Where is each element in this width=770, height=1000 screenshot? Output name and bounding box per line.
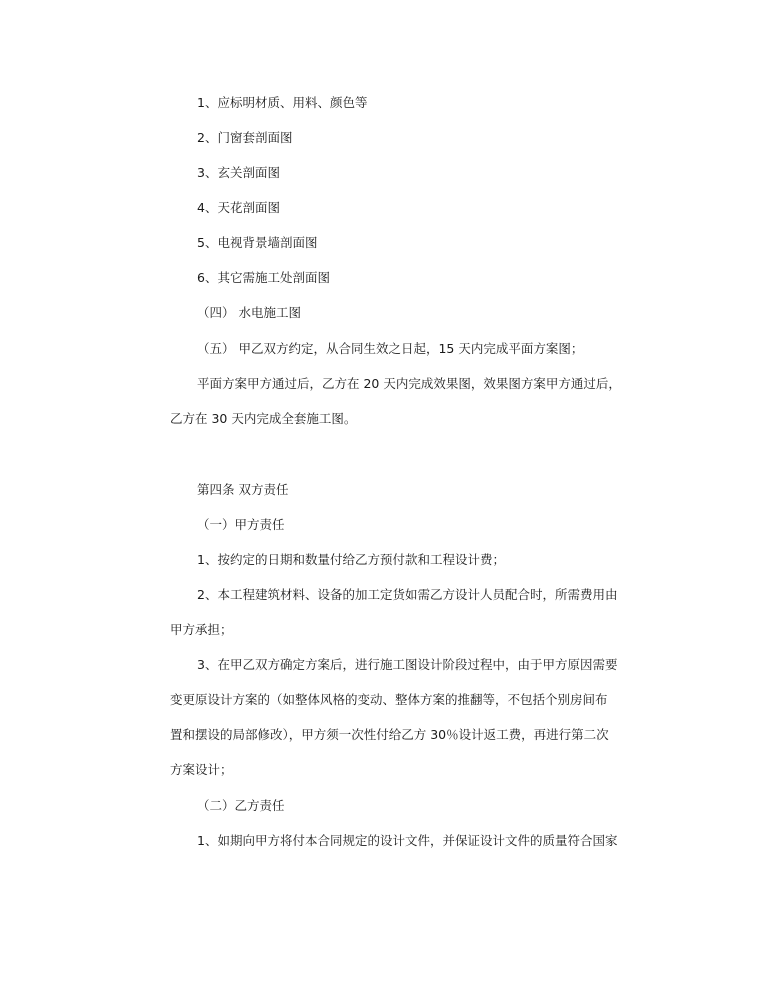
subsection-heading-party-b: （二）乙方责任 [197, 798, 285, 813]
list-item-material-note: 1、应标明材质、用料、颜色等 [197, 95, 368, 110]
section-heading-plumbing-electrical: （四） 水电施工图 [197, 305, 301, 320]
clause-party-a-3-line-3: 置和摆设的局部修改），甲方须一次性付给乙方 30％设计返工费，再进行第二次 [170, 727, 609, 742]
paragraph-schedule-line-2: 平面方案甲方通过后，乙方在 20 天内完成效果图，效果图方案甲方通过后， [197, 376, 621, 391]
subsection-heading-party-a: （一）甲方责任 [197, 517, 285, 532]
list-item-tv-wall-section: 5、电视背景墙剖面图 [197, 235, 318, 250]
clause-party-a-3-line-2: 变更原设计方案的（如整体风格的变动、整体方案的推翻等，不包括个别房间布 [170, 692, 608, 707]
paragraph-schedule-line-3: 乙方在 30 天内完成全套施工图。 [170, 411, 357, 426]
clause-party-a-3-line-1: 3、在甲乙双方确定方案后，进行施工图设计阶段过程中，由于甲方原因需要 [197, 657, 618, 672]
clause-party-a-2-line-2: 甲方承担； [170, 622, 233, 637]
list-item-ceiling-section: 4、天花剖面图 [197, 200, 280, 215]
list-item-entrance-section: 3、玄关剖面图 [197, 165, 280, 180]
article-heading-responsibilities: 第四条 双方责任 [197, 482, 289, 497]
clause-party-a-3-line-4: 方案设计； [170, 762, 233, 777]
list-item-door-window-section: 2、门窗套剖面图 [197, 130, 293, 145]
clause-party-b-1-line-1: 1、如期向甲方将付本合同规定的设计文件，并保证设计文件的质量符合国家 [197, 833, 618, 848]
clause-party-a-2-line-1: 2、本工程建筑材料、设备的加工定货如需乙方设计人员配合时，所需费用由 [197, 587, 618, 602]
paragraph-schedule-line-1: （五） 甲乙双方约定，从合同生效之日起，15 天内完成平面方案图； [197, 341, 584, 356]
list-item-other-section: 6、其它需施工处剖面图 [197, 270, 330, 285]
clause-party-a-1: 1、按约定的日期和数量付给乙方预付款和工程设计费； [197, 552, 505, 567]
